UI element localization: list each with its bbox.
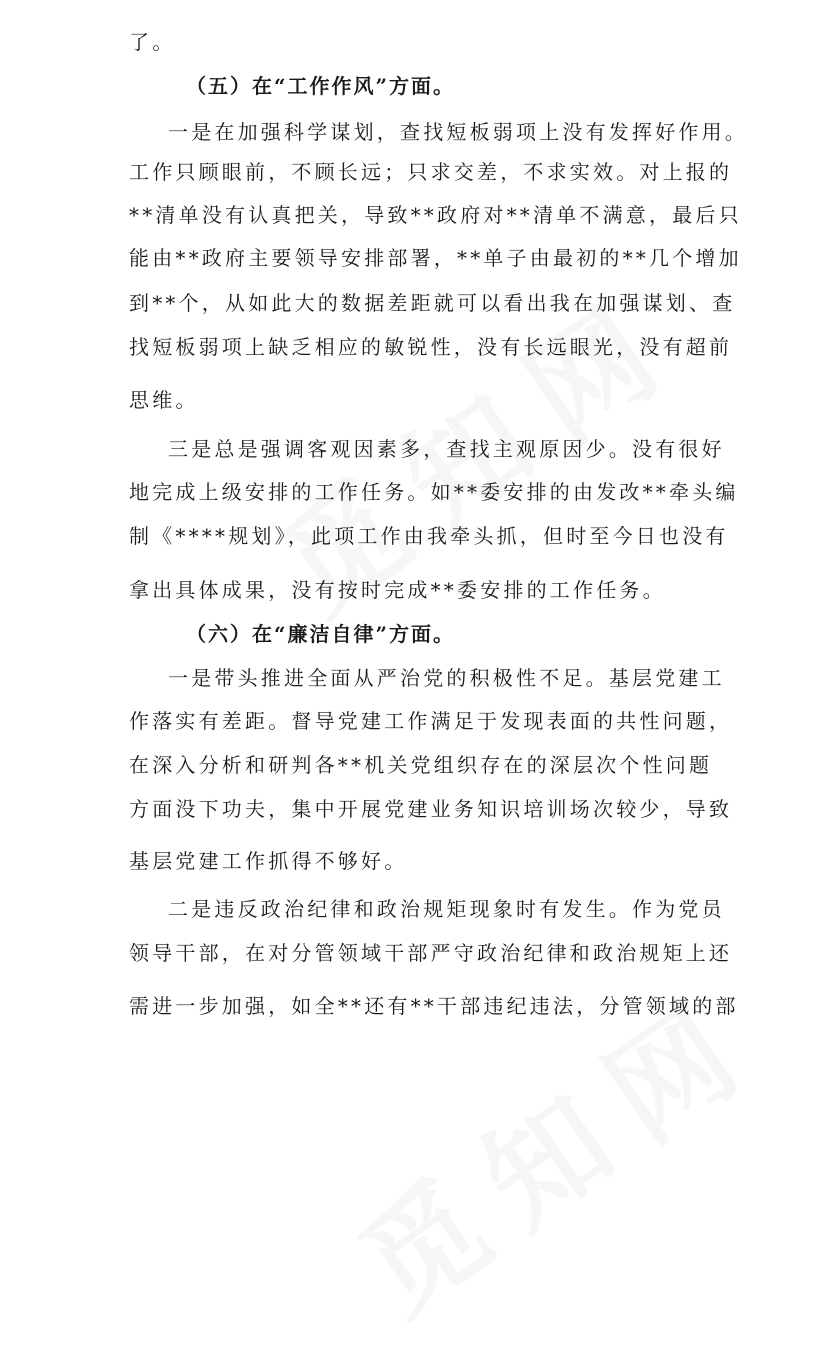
- text-line: 领导干部，在对分管领域干部严守政治纪律和政治规矩上还: [129, 941, 733, 965]
- text-line: 找短板弱项上缺乏相应的敏锐性，没有长远眼光，没有超前: [129, 335, 733, 359]
- text-line: 思维。: [129, 388, 199, 412]
- text-line: 基层党建工作抓得不够好。: [129, 849, 408, 873]
- text-line: 作落实有差距。督导党建工作满足于发现表面的共性问题，: [129, 709, 733, 733]
- section-heading-work-style: （五）在“工作作风”方面。: [186, 74, 456, 98]
- text-line: 一是带头推进全面从严治党的积极性不足。基层党建工: [168, 666, 725, 690]
- text-line: 拿出具体成果，没有按时完成**委安排的工作任务。: [129, 578, 666, 602]
- text-line: 了。: [129, 30, 176, 54]
- text-line: **清单没有认真把关，导致**政府对**清单不满意，最后只: [129, 203, 742, 227]
- text-line: 在深入分析和研判各**机关党组织存在的深层次个性问题: [129, 753, 713, 777]
- text-line: 制《****规划》，此项工作由我牵头抓，但时至今日也没有: [129, 524, 729, 548]
- text-line: 需进一步加强，如全**还有**干部违纪违法，分管领域的部: [129, 994, 739, 1018]
- text-line: 地完成上级安排的工作任务。如**委安排的由发改**牵头编: [129, 480, 739, 504]
- section-heading-integrity: （六）在“廉洁自律”方面。: [186, 622, 456, 646]
- text-line: 到**个，从如此大的数据差距就可以看出我在加强谋划、查: [129, 291, 736, 315]
- text-line: 方面没下功夫，集中开展党建业务知识培训场次较少，导致: [129, 797, 733, 821]
- text-line: 一是在加强科学谋划，查找短板弱项上没有发挥好作用。: [168, 120, 748, 144]
- text-line: 工作只顾眼前，不顾长远；只求交差，不求实效。对上报的: [129, 160, 733, 184]
- text-line: 三是总是强调客观因素多，查找主观原因少。没有很好: [168, 437, 725, 461]
- text-line: 能由**政府主要领导安排部署，**单子由最初的**几个增加: [129, 246, 742, 270]
- text-line: 二是违反政治纪律和政治规矩现象时有发生。作为党员: [168, 897, 725, 921]
